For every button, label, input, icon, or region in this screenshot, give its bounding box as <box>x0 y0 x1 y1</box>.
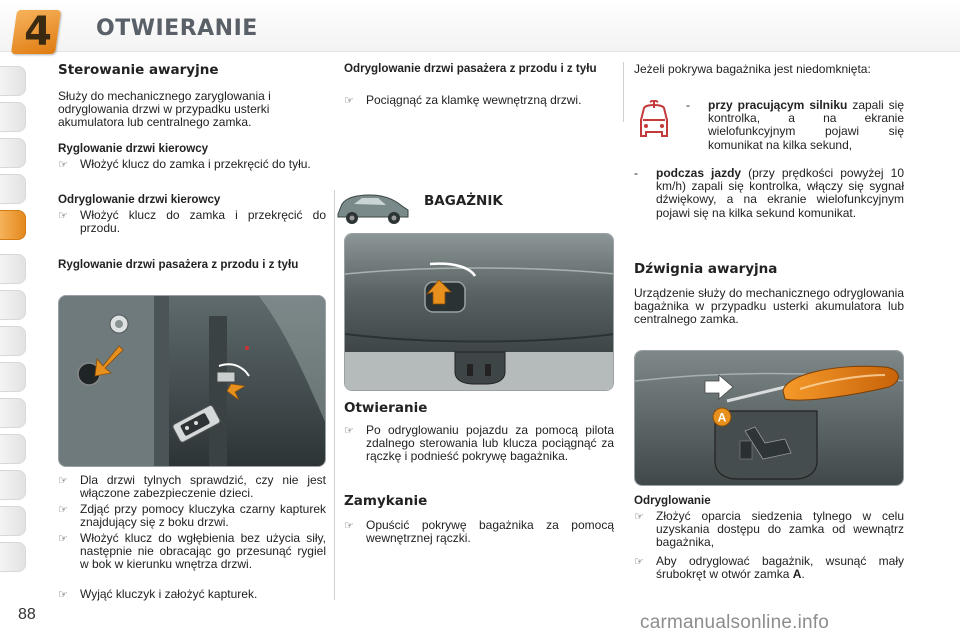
chapter-tab[interactable] <box>0 102 26 132</box>
boot-open-warning-icon <box>634 100 674 142</box>
lock-point-label: A <box>717 410 727 425</box>
refit-cap-step: ☞ Wyjąć kluczyk i założyć kapturek. <box>58 587 258 601</box>
hand-pointer-icon: ☞ <box>344 94 354 107</box>
emergency-control-title: Sterowanie awaryjne <box>58 62 219 78</box>
hand-pointer-icon: ☞ <box>58 532 68 545</box>
watermark: carmanualsonline.info <box>640 612 830 633</box>
hand-pointer-icon: ☞ <box>634 510 644 523</box>
chapter-tab[interactable] <box>0 362 26 392</box>
hand-pointer-icon: ☞ <box>344 519 354 532</box>
chapter-tab[interactable] <box>0 138 26 168</box>
emergency-lever-intro: Urządzenie służy do mechanicznego odryglowania bagażnika w przypadku usterki akumulatora lub centralnego zamka. <box>634 286 904 327</box>
hand-pointer-icon: ☞ <box>58 209 68 222</box>
page-number: 88 <box>18 606 36 623</box>
hand-pointer-icon: ☞ <box>58 503 68 516</box>
chapter-tab[interactable] <box>0 174 26 204</box>
chapter-tab[interactable] <box>0 506 26 536</box>
hand-pointer-icon: ☞ <box>58 474 68 487</box>
driver-unlock-step: ☞ Włożyć klucz do zamka i przekręcić do przodu. <box>58 208 326 236</box>
chapter-tab[interactable] <box>0 398 26 428</box>
passenger-unlock-heading: Odryglowanie drzwi pasażera z przodu i z tyłu <box>344 62 597 75</box>
chapter-tab[interactable] <box>0 470 26 500</box>
driving-note: - podczas jazdy (przy prędkości powyżej 10 km/h) zapali się kontrolka, włączy się sygnał dźwiękowy, a na ekranie wielofunkcyjnym pojawi się na kilka sekund komunikat. <box>634 166 904 220</box>
hand-pointer-icon: ☞ <box>344 424 354 437</box>
chapter-tab[interactable] <box>0 542 26 572</box>
chapter-tab[interactable] <box>0 326 26 356</box>
chapter-tab[interactable] <box>0 66 26 96</box>
engine-running-note: - przy pracującym silniku zapali się kontrolka, a na ekranie wielofunkcyjnym pojawi się komunikat na kilka sekund, <box>686 98 904 152</box>
boot-handle-illustration <box>344 233 614 391</box>
chapter-number: 4 <box>24 9 52 55</box>
chapter-title: OTWIERANIE <box>96 16 258 41</box>
column-divider <box>623 62 624 122</box>
chapter-tab[interactable] <box>0 254 26 284</box>
emergency-lever-title: Dźwignia awaryjna <box>634 261 778 277</box>
chapter-tab[interactable] <box>0 290 26 320</box>
chapter-tab[interactable] <box>0 434 26 464</box>
passenger-lock-heading: Ryglowanie drzwi pasażera z przodu i z tyłu <box>58 258 299 271</box>
driver-lock-heading: Ryglowanie drzwi kierowcy <box>58 142 209 155</box>
boot-ajar-intro: Jeżeli pokrywa bagażnika jest niedomknięta: <box>634 62 871 76</box>
hand-pointer-icon: ☞ <box>634 555 644 568</box>
insert-screwdriver-step: ☞ Aby odryglować bagażnik, wsunąć mały śrubokręt w otwór zamka A. <box>634 554 904 582</box>
remove-cap-step: ☞ Zdjąć przy pomocy kluczyka czarny kapturek znajdujący się z boku drzwi. <box>58 502 326 530</box>
driver-lock-step: ☞ Włożyć klucz do zamka i przekręcić do tyłu. <box>58 157 311 171</box>
passenger-unlock-step: ☞ Pociągnąć za klamkę wewnętrzną drzwi. <box>344 93 582 107</box>
hand-pointer-icon: ☞ <box>58 158 68 171</box>
chapter-tabs <box>0 66 28 576</box>
chapter-tab-active[interactable] <box>0 210 26 240</box>
emergency-lever-illustration <box>634 350 904 486</box>
opening-title: Otwieranie <box>344 400 428 416</box>
boot-title: BAGAŻNIK <box>424 193 503 209</box>
column-divider <box>334 190 335 600</box>
door-lock-illustration <box>58 295 326 467</box>
closing-step: ☞ Opuścić pokrywę bagażnika za pomocą wewnętrznej rączki. <box>344 518 614 546</box>
fold-seats-step: ☞ Złożyć oparcia siedzenia tylnego w celu uzyskania dostępu do zamka od wewnątrz bagażnika, <box>634 509 904 550</box>
unlocking-heading: Odryglowanie <box>634 494 711 507</box>
rear-door-check-step: ☞ Dla drzwi tylnych sprawdzić, czy nie jest włączone zabezpieczenie dzieci. <box>58 473 326 501</box>
insert-key-step: ☞ Włożyć klucz do wgłębienia bez użycia siły, następnie nie obracając go przesunąć rygiel w bok w kierunku wnętrza drzwi. <box>58 531 326 572</box>
driver-unlock-heading: Odryglowanie drzwi kierowcy <box>58 193 221 206</box>
hand-pointer-icon: ☞ <box>58 588 68 601</box>
opening-step: ☞ Po odryglowaniu pojazdu za pomocą pilota zdalnego sterowania lub klucza pociągnąć za rączkę i podnieść pokrywę bagażnika. <box>344 423 614 464</box>
closing-title: Zamykanie <box>344 493 428 509</box>
car-icon <box>332 190 412 226</box>
emergency-control-intro: Służy do mechanicznego zaryglowania i odryglowania drzwi w przypadku usterki akumulatora lub centralnego zamka. <box>58 89 271 130</box>
